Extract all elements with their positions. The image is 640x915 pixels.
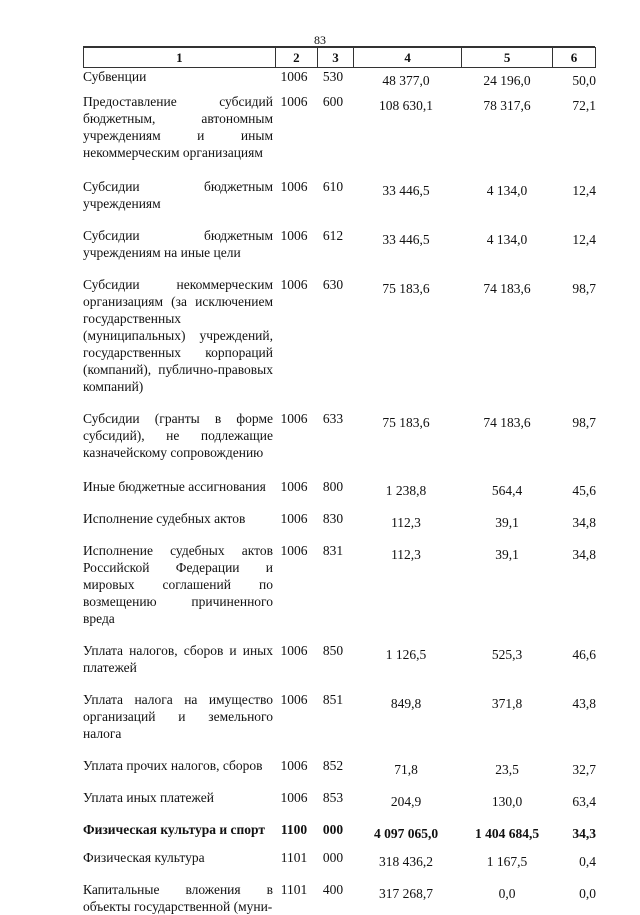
- row-actual-amount: 78 317,6: [483, 98, 531, 113]
- table-row: [83, 691, 596, 757]
- row-planned-amount: 48 377,0: [382, 73, 430, 88]
- row-planned-amount: 71,8: [394, 762, 418, 777]
- row-actual-amount: 74 183,6: [483, 415, 531, 430]
- row-percent: 34,8: [572, 547, 596, 562]
- row-name: Субсидии (гранты в форме субсидий), не подлежащие казначейскому сопровождению: [83, 411, 273, 460]
- row-percent: 98,7: [572, 415, 596, 430]
- row-actual-amount: 130,0: [491, 794, 523, 809]
- table-row: [83, 849, 596, 881]
- row-name: Физическая культура: [83, 850, 205, 865]
- row-section-code: 1006: [280, 277, 308, 292]
- row-expense-code: 831: [322, 543, 344, 558]
- table-body: [83, 68, 596, 915]
- table-header: [83, 47, 596, 68]
- row-actual-amount: 74 183,6: [483, 281, 531, 296]
- row-section-code: 1006: [280, 228, 308, 243]
- row-actual-amount: 24 196,0: [483, 73, 531, 88]
- row-planned-amount: 4 097 065,0: [373, 826, 439, 841]
- row-actual-amount: 23,5: [495, 762, 519, 777]
- row-percent: 63,4: [572, 794, 596, 809]
- row-percent: 34,8: [572, 515, 596, 530]
- row-percent: 46,6: [572, 647, 596, 662]
- row-name: Исполнение судебных актов: [83, 511, 246, 526]
- row-section-code: 1101: [280, 850, 308, 865]
- row-planned-amount: 112,3: [391, 515, 421, 530]
- row-section-code: 1006: [280, 179, 308, 194]
- row-expense-code: 800: [322, 479, 344, 494]
- row-expense-code: 852: [322, 758, 344, 773]
- row-percent: 98,7: [572, 281, 596, 296]
- row-planned-amount: 204,9: [390, 794, 422, 809]
- row-section-code: 1006: [280, 94, 308, 109]
- row-section-code: 1100: [280, 822, 308, 837]
- row-percent: 50,0: [572, 73, 596, 88]
- row-name: Предоставление субсидий бюджетным, автономным учреждениям и иным некоммерческим организациям: [83, 94, 273, 160]
- row-name: Уплата налогов, сборов и иных платежей: [83, 643, 273, 675]
- table-row: [83, 93, 596, 178]
- row-planned-amount: 33 446,5: [382, 183, 430, 198]
- table-row: [83, 68, 596, 93]
- table-row: [83, 881, 596, 915]
- row-name: Физическая культура и спорт: [83, 822, 266, 837]
- row-percent: 12,4: [572, 183, 596, 198]
- row-expense-code: 853: [322, 790, 344, 805]
- row-name: Капитальные вложения в объекты государственной (муни-: [83, 882, 273, 914]
- row-expense-code: 830: [322, 511, 344, 526]
- row-percent: 43,8: [572, 696, 596, 711]
- row-actual-amount: 1 167,5: [486, 854, 528, 869]
- row-expense-code: 600: [322, 94, 344, 109]
- row-actual-amount: 39,1: [495, 547, 519, 562]
- row-planned-amount: 75 183,6: [382, 415, 430, 430]
- table-row: [83, 542, 596, 642]
- budget-table: [83, 68, 596, 915]
- header-col-1: 1: [84, 48, 276, 68]
- table-row: [83, 642, 596, 691]
- row-expense-code: 630: [322, 277, 344, 292]
- row-name: Субвенции: [83, 69, 147, 84]
- row-planned-amount: 75 183,6: [382, 281, 430, 296]
- row-percent: 32,7: [572, 762, 596, 777]
- table-row: [83, 178, 596, 227]
- row-planned-amount: 317 268,7: [379, 886, 433, 901]
- header-col-4: 4: [354, 48, 462, 68]
- table-row: [83, 510, 596, 542]
- row-actual-amount: 1 404 684,5: [474, 826, 540, 841]
- row-expense-code: 000: [322, 822, 344, 837]
- table-row: [83, 276, 596, 410]
- header-col-2: 2: [275, 48, 317, 68]
- row-name: Уплата налога на имущество организаций и земельного налога: [83, 692, 273, 741]
- row-actual-amount: 4 134,0: [486, 232, 528, 247]
- row-planned-amount: 1 126,5: [385, 647, 427, 662]
- row-section-code: 1101: [280, 882, 308, 897]
- row-actual-amount: 0,0: [498, 886, 516, 901]
- row-name: Субсидии бюджетным учреждениям: [83, 179, 273, 211]
- row-expense-code: 400: [322, 882, 344, 897]
- row-expense-code: 610: [322, 179, 344, 194]
- table-row: [83, 789, 596, 821]
- row-planned-amount: 33 446,5: [382, 232, 430, 247]
- row-actual-amount: 39,1: [495, 515, 519, 530]
- header-col-3: 3: [317, 48, 353, 68]
- row-section-code: 1006: [280, 790, 308, 805]
- row-name: Уплата прочих налогов, сборов: [83, 758, 263, 773]
- row-planned-amount: 112,3: [391, 547, 421, 562]
- row-actual-amount: 525,3: [491, 647, 523, 662]
- row-expense-code: 850: [322, 643, 344, 658]
- row-actual-amount: 371,8: [491, 696, 523, 711]
- row-actual-amount: 4 134,0: [486, 183, 528, 198]
- row-section-code: 1006: [280, 758, 308, 773]
- table-row: [83, 227, 596, 276]
- row-planned-amount: 1 238,8: [385, 483, 427, 498]
- table-row: [83, 478, 596, 510]
- row-expense-code: 000: [322, 850, 344, 865]
- row-name: Иные бюджетные ассигнования: [83, 479, 266, 494]
- row-name: Уплата иных платежей: [83, 790, 214, 805]
- row-section-code: 1006: [280, 543, 308, 558]
- row-planned-amount: 318 436,2: [379, 854, 433, 869]
- row-section-code: 1006: [280, 69, 308, 84]
- row-expense-code: 612: [322, 228, 344, 243]
- row-expense-code: 530: [322, 69, 344, 84]
- row-name: Исполнение судебных актов Российской Федерации и мировых соглашений по возмещению причиненного вреда: [83, 543, 273, 626]
- row-percent: 72,1: [572, 98, 596, 113]
- row-name: Субсидии бюджетным учреждениям на иные цели: [83, 228, 273, 260]
- row-section-code: 1006: [280, 692, 308, 707]
- row-actual-amount: 564,4: [491, 483, 523, 498]
- row-percent: 0,4: [579, 854, 596, 869]
- row-expense-code: 633: [322, 411, 344, 426]
- row-name: Субсидии некоммерческим организациям (за исключением государственных (муниципальных) учреждений, государственных корпораций (компаний), публично-правовых компаний): [83, 277, 273, 394]
- row-section-code: 1006: [280, 411, 308, 426]
- row-percent: 34,3: [572, 826, 596, 841]
- row-percent: 45,6: [572, 483, 596, 498]
- row-section-code: 1006: [280, 479, 308, 494]
- row-planned-amount: 849,8: [390, 696, 422, 711]
- row-percent: 12,4: [572, 232, 596, 247]
- table-row: [83, 410, 596, 478]
- row-planned-amount: 108 630,1: [379, 98, 433, 113]
- row-expense-code: 851: [322, 692, 344, 707]
- header-col-5: 5: [462, 48, 553, 68]
- header-col-6: 6: [552, 48, 595, 68]
- row-percent: 0,0: [579, 886, 596, 901]
- row-section-code: 1006: [280, 643, 308, 658]
- row-section-code: 1006: [280, 511, 308, 526]
- table-row: [83, 757, 596, 789]
- table-row: [83, 821, 596, 849]
- page-number: 83: [314, 33, 326, 47]
